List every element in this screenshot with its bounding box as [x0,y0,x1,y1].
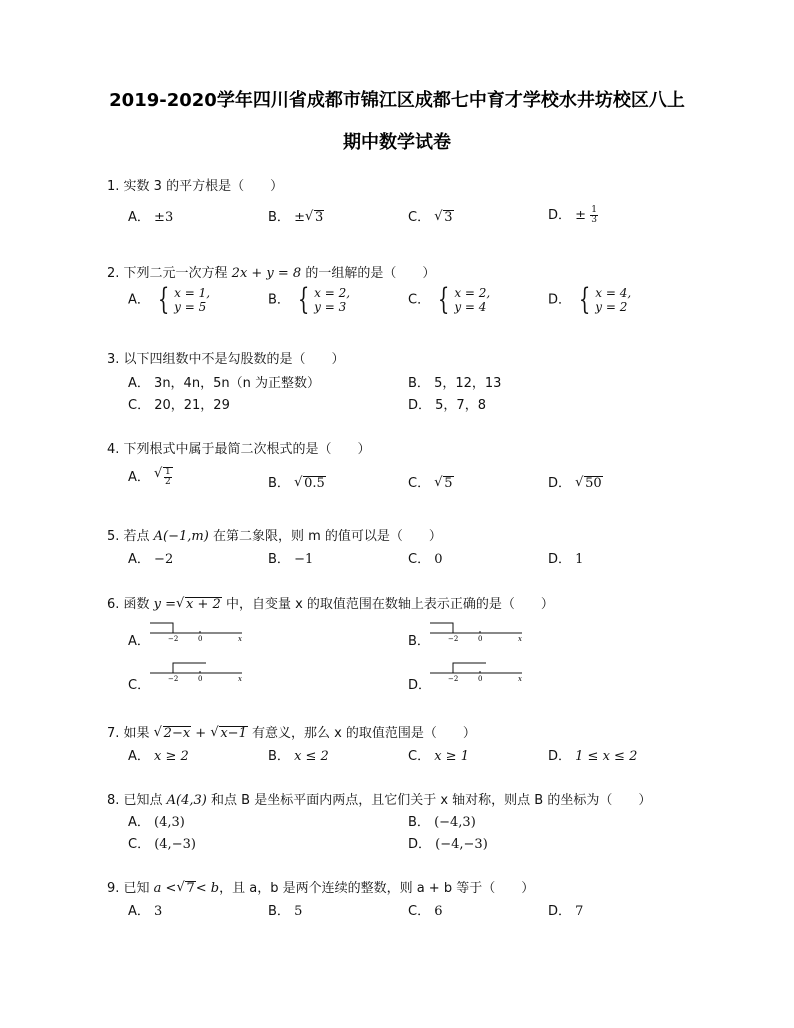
option-label: A． [128,376,150,391]
sqrt-expression: √ x−1 [210,726,248,741]
option-label: B． [268,292,290,308]
option-label: B． [268,210,290,225]
equation-system: { x = 1, y = 5 [157,282,211,317]
tick-label-neg2: −2 [168,675,179,683]
option-prefix: ± [294,210,305,225]
option-label: D． [408,837,432,852]
option-label: C． [408,749,431,764]
q5-option-a[interactable] [128,548,173,567]
option-label: D． [548,476,572,491]
q9-option-b[interactable] [268,900,302,919]
question-3-stem: 3. 以下四组数中不是勾股数的是（ ） [107,352,345,367]
axis-label-x: x [518,635,522,642]
option-label: B． [408,634,430,649]
q3-option-c[interactable] [128,394,230,413]
q5-option-b[interactable] [268,548,313,567]
option-text: 5，12，13 [434,376,502,391]
option-text: ±3 [154,210,174,225]
option-text: 5，7，8 [435,398,486,413]
option-label: D． [548,904,572,919]
equation-system: { x = 2, y = 3 [297,282,351,317]
q9-option-c[interactable] [408,900,443,919]
option-label: A． [128,815,150,830]
option-text: −1 [294,552,314,567]
q3-option-d[interactable] [408,394,486,413]
q7-option-b[interactable] [268,745,329,764]
option-label: D． [408,678,432,693]
option-label: B． [268,904,290,919]
sqrt-fraction: √ $\frac{1}{2}$ [154,467,173,487]
q4-option-d[interactable] [548,472,603,491]
q6-option-b[interactable] [408,630,430,649]
q6-option-a[interactable] [128,630,150,649]
option-text: (−4,3) [434,815,476,830]
q9-option-d[interactable] [548,900,583,919]
q1-option-c[interactable] [408,206,454,225]
option-label: A． [128,470,150,485]
option-label: D． [408,398,432,413]
sqrt-expression: √ 7 [176,881,195,896]
sqrt-expression: √ 50 [575,476,603,491]
tick-label-zero: 0 [478,675,483,683]
option-label: C． [408,210,431,225]
option-text: (4,−3) [154,837,196,852]
option-label: A． [128,904,150,919]
tick-label-neg2: −2 [168,635,179,642]
question-7-stem: 7. 如果 √ 2−x + √ x−1 有意义，那么 x 的取值范围是（ ） [107,722,476,741]
option-text: −2 [154,552,174,567]
option-label: B． [268,552,290,567]
option-label: A． [128,210,150,225]
option-text: 0 [434,552,443,567]
q4-option-a[interactable] [128,466,173,487]
q4-option-c[interactable] [408,472,454,491]
option-text: (−4,−3) [435,837,488,852]
number-line-d [428,660,528,684]
option-label: B． [408,376,430,391]
option-text: 3 [154,904,163,919]
axis-label-x: x [238,635,242,642]
q3-option-b[interactable] [408,372,501,391]
point-expression: A(4,3) [166,793,207,808]
option-label: A． [128,634,150,649]
option-text: 6 [434,904,443,919]
equation-system: { x = 4, y = 2 [578,282,632,317]
option-text: x ≥ 2 [154,749,189,764]
option-text: x ≤ 2 [294,749,329,764]
option-label: C． [408,904,431,919]
option-text: 7 [575,904,584,919]
option-label: A． [128,552,150,567]
q6-option-c[interactable] [128,674,150,693]
tick-label-zero: 0 [198,635,203,642]
option-label: C． [128,837,151,852]
option-text: 1 [575,552,584,567]
q9-option-a[interactable] [128,900,162,919]
q7-option-c[interactable] [408,745,469,764]
question-8-stem: 8. 已知点 A(4,3) 和点 B 是坐标平面内两点，且它们关于 x 轴对称，则点 B 的坐标为（ ） [107,793,652,808]
paper-title-line1: 2019-2020学年四川省成都市锦江区成都七中育才学校水井坊校区八上 [109,90,685,111]
tick-label-zero: 0 [478,635,483,642]
question-6-stem: 6. 函数 y =√ x + 2 中，自变量 x 的取值范围在数轴上表示正确的是（ ） [107,593,554,612]
q5-option-d[interactable] [548,548,583,567]
q5-option-c[interactable] [408,548,443,567]
option-text: 3n，4n，5n（n 为正整数） [154,376,320,391]
question-9-stem: 9. 已知 a <√ 7< b，且 a，b 是两个连续的整数，则 a + b 等于（ ） [107,877,534,896]
option-label: C． [408,292,431,308]
sqrt-expression: √ 5 [434,476,453,491]
q2-option-d[interactable] [548,282,632,317]
option-text: x ≥ 1 [434,749,469,764]
sqrt-expression: √ 2−x [154,726,192,741]
axis-label-x: x [518,675,522,683]
sqrt-expression: √ x + 2 [176,597,222,612]
option-label: C． [408,552,431,567]
option-label: A． [128,292,150,308]
tick-label-zero: 0 [198,675,203,683]
q2-option-b[interactable] [268,282,351,317]
option-label: D． [548,292,572,308]
q2-option-a[interactable] [128,282,211,317]
q1-option-a[interactable] [128,206,173,225]
q2-option-c[interactable] [408,282,491,317]
option-label: B． [408,815,430,830]
option-label: B． [268,749,290,764]
axis-label-x: x [238,675,242,683]
fraction: $\frac{1}{3}$ [591,205,597,225]
question-4-stem: 4. 下列根式中属于最简二次根式的是（ ） [107,442,371,457]
option-label: B． [268,476,290,491]
q8-option-c[interactable] [128,833,196,852]
q8-option-a[interactable] [128,811,185,830]
sqrt-expression: √ 3 [305,210,324,225]
q7-option-a[interactable] [128,745,189,764]
question-5-stem: 5. 若点 A(−1,m) 在第二象限，则 m 的值可以是（ ） [107,529,442,544]
equation-system: { x = 2, y = 4 [438,282,491,317]
q8-option-d[interactable] [408,833,488,852]
point-expression: A(−1,m) [153,529,209,544]
question-1-stem: 1. 实数 3 的平方根是（ ） [107,179,284,194]
option-text: 20，21，29 [154,398,230,413]
q4-option-b[interactable] [268,472,326,491]
sqrt-expression: √ 3 [434,210,453,225]
option-prefix: ± [575,208,587,223]
q3-option-a[interactable] [128,372,320,391]
q8-option-b[interactable] [408,811,476,830]
option-label: D． [548,552,572,567]
option-text: (4,3) [154,815,185,830]
equation: 2x + y = 8 [231,266,302,281]
tick-label-neg2: −2 [448,635,459,642]
question-2-stem: 2. 下列二元一次方程 2x + y = 8 的一组解的是（ ） [107,266,436,281]
number-line-b [428,620,528,642]
option-label: C． [128,398,151,413]
sqrt-expression: √ 0.5 [294,476,326,491]
paper-title-line2: 期中数学试卷 [343,132,451,153]
option-label: C． [128,678,151,693]
q7-option-d[interactable] [548,745,637,764]
tick-label-neg2: −2 [448,675,459,683]
number-line-c [148,660,248,684]
q1-option-d[interactable] [548,204,598,225]
option-label: A． [128,749,150,764]
option-label: C． [408,476,431,491]
option-text: 5 [294,904,303,919]
option-text: 1 ≤ x ≤ 2 [575,749,638,764]
q1-option-b[interactable] [268,206,324,225]
option-label: D． [548,749,572,764]
number-line-a [148,620,248,642]
option-label: D． [548,208,572,223]
